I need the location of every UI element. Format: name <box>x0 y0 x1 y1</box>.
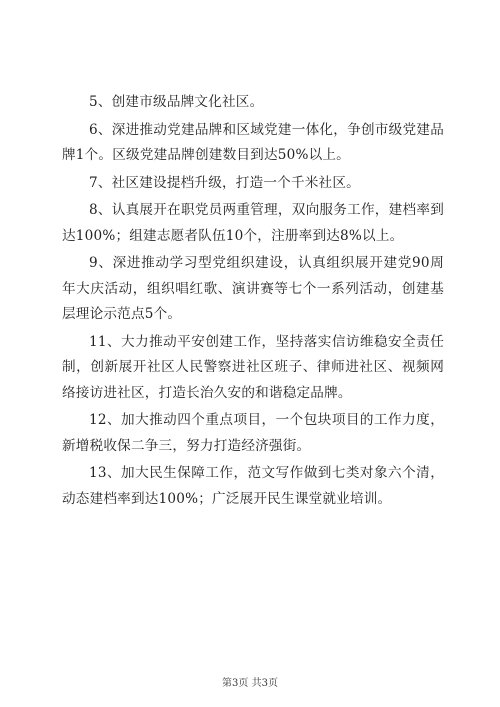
paragraph-item-6: 6、深进推动党建品牌和区域党建一体化，争创市级党建品牌1个。区级党建品牌创建数目到达50%以上。 <box>62 121 444 163</box>
paragraph-item-11: 11、大力推动平安创建工作，坚持落实信访维稳安全责任制，创新展开社区人民警察进社区班子、律师进社区、视频网络接访进社区，打造长治久安的和谐稳定品牌。 <box>62 333 444 401</box>
paragraph-item-5: 5、创建市级品牌文化社区。 <box>89 94 264 110</box>
paragraph-item-13: 13、加大民生保障工作，范文写作做到七类对象六个清，动态建档率到达100%；广泛展开民生课堂就业培训。 <box>62 465 444 507</box>
paragraph-item-12: 12、加大推动四个重点项目，一个包块项目的工作力度，新增税收保二争三，努力打造经济强街。 <box>62 412 444 454</box>
document-body <box>62 90 444 512</box>
paragraph-item-7: 7、社区建设提档升级，打造一个千米社区。 <box>89 174 360 191</box>
paragraph-item-8: 8、认真展开在职党员两重管理，双向服务工作，建档率到达100%；组建志愿者队伍10个，注册率到达8%以上。 <box>62 202 444 244</box>
page-footer: 第3页 共3页 <box>222 678 278 689</box>
paragraph-item-9: 9、深进推动学习型党组织建设，认真组织展开建党90周年大庆活动，组织唱红歌、演讲赛等七个一系列活动，创建基层理论示范点5个。 <box>62 255 444 322</box>
